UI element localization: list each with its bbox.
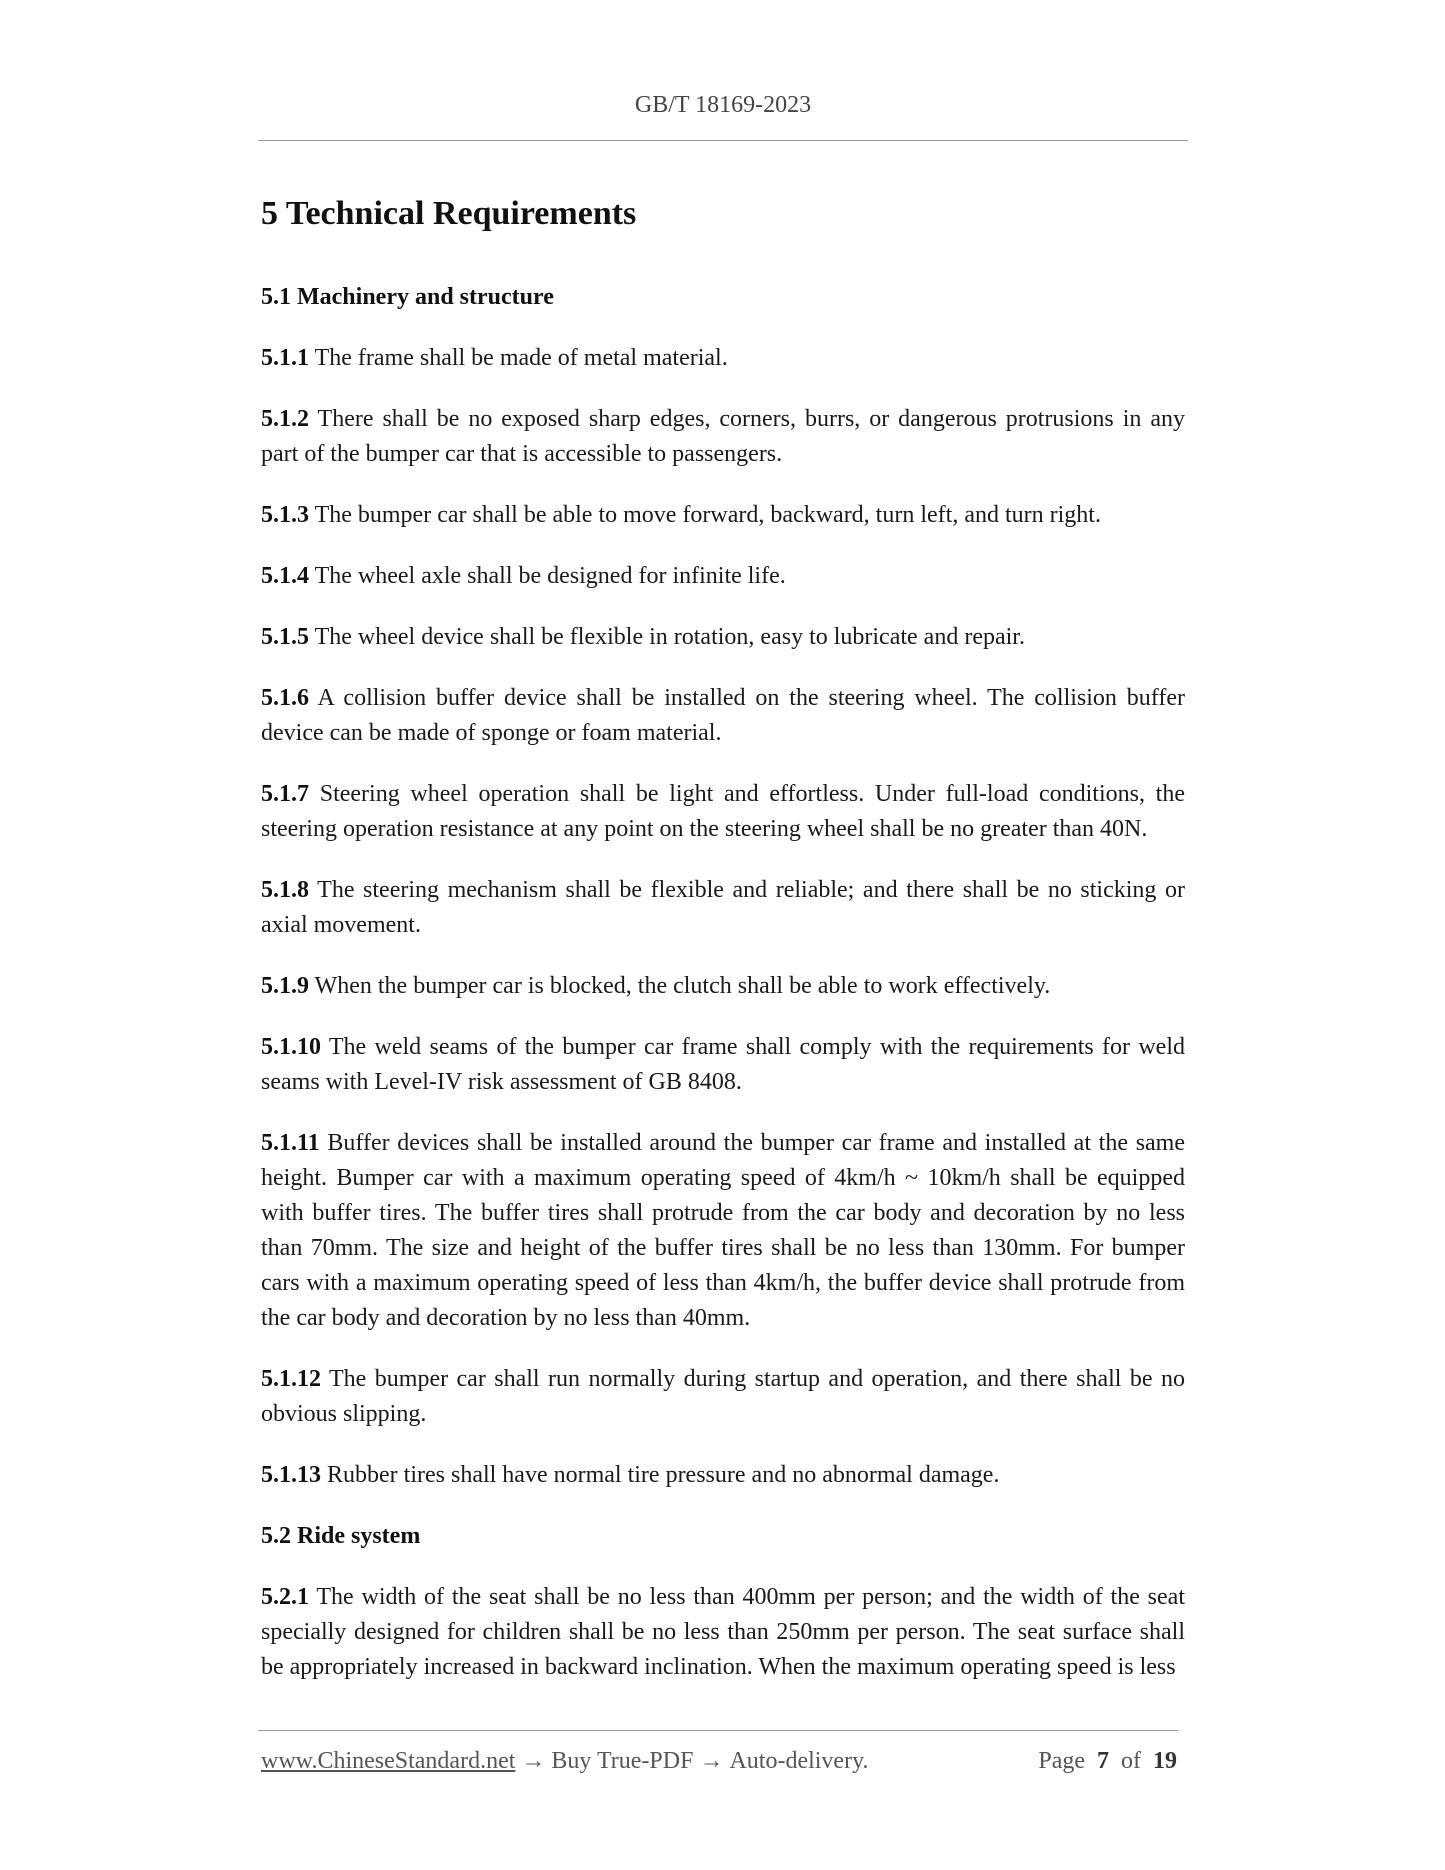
clause-number: 5.1.12 xyxy=(261,1366,321,1392)
current-page-number: 7 xyxy=(1097,1748,1109,1774)
clause-number: 5.1.7 xyxy=(261,781,309,807)
clause-paragraph xyxy=(261,620,1185,655)
clause-number: 5.1.9 xyxy=(261,973,309,999)
clause-number: 5.1.6 xyxy=(261,685,309,711)
clause-paragraph xyxy=(261,1362,1185,1432)
clause-paragraph xyxy=(261,681,1185,751)
clause-text: The bumper car shall run normally during startup and operation, and there shall be no obvious slipping. xyxy=(261,1366,1185,1427)
arrow-right-icon: → xyxy=(521,1748,546,1774)
clause-text: Buffer devices shall be installed around the bumper car frame and installed at the same height. Bumper car with a maximum operating speed of 4km/h ~ 10km/h shall be equipped with buffer tires. The buffer tires shall protrude from the car body and decoration by no less than 70mm. The size and height of the buffer tires shall be no less than 130mm. For bumper cars with a maximum operating speed of less than 4km/h, the buffer device shall protrude from the car body and decoration by no less than 40mm. xyxy=(261,1130,1186,1331)
clause-paragraph xyxy=(261,777,1185,847)
total-page-count: 19 xyxy=(1153,1748,1177,1774)
clause-text: The steering mechanism shall be flexible and reliable; and there shall be no sticking or axial movement. xyxy=(261,877,1185,938)
site-link[interactable]: www.ChineseStandard.net xyxy=(261,1748,516,1774)
auto-delivery-text: Auto-delivery. xyxy=(729,1748,869,1774)
clause-paragraph xyxy=(261,559,1185,594)
clause-paragraph xyxy=(261,1030,1185,1100)
subsection-heading: 5.2 Ride system xyxy=(261,1523,421,1549)
clause-number: 5.1.3 xyxy=(261,502,309,528)
clause-paragraph xyxy=(261,969,1185,1004)
page-footer xyxy=(261,1748,1177,1788)
clause-text: The bumper car shall be able to move forward, backward, turn left, and turn right. xyxy=(314,502,1101,528)
page-content xyxy=(261,190,1185,1685)
clause-text: Steering wheel operation shall be light and effortless. Under full-load conditions, the steering operation resistance at any point on the steering wheel shall be no greater than 40N. xyxy=(261,781,1186,842)
footer-promo xyxy=(261,1748,869,1775)
document-id-header: GB/T 18169-2023 xyxy=(634,92,812,118)
arrow-right-icon: → xyxy=(699,1748,724,1774)
clause-text: When the bumper car is blocked, the clutch shall be able to work effectively. xyxy=(314,973,1051,999)
clause-text: The wheel axle shall be designed for infinite life. xyxy=(314,563,786,589)
clause-text: The wheel device shall be flexible in rotation, easy to lubricate and repair. xyxy=(314,624,1025,650)
clause-number: 5.1.1 xyxy=(261,345,309,371)
clause-list xyxy=(261,280,1185,1685)
clause-number: 5.1.8 xyxy=(261,877,309,903)
clause-text: Rubber tires shall have normal tire pressure and no abnormal damage. xyxy=(327,1462,1000,1488)
clause-paragraph xyxy=(261,341,1185,376)
buy-true-pdf-link[interactable]: Buy True-PDF xyxy=(551,1748,694,1774)
clause-paragraph xyxy=(261,402,1185,472)
section-title: 5 Technical Requirements xyxy=(261,195,637,232)
clause-number: 5.2.1 xyxy=(261,1584,309,1610)
clause-number: 5.1.10 xyxy=(261,1034,321,1060)
clause-number: 5.1.2 xyxy=(261,406,309,432)
clause-paragraph xyxy=(261,1458,1185,1493)
clause-paragraph xyxy=(261,873,1185,943)
of-label: of xyxy=(1121,1748,1141,1774)
clause-number: 5.1.13 xyxy=(261,1462,321,1488)
clause-number: 5.1.11 xyxy=(261,1130,320,1156)
clause-number: 5.1.4 xyxy=(261,563,309,589)
subsection-heading: 5.1 Machinery and structure xyxy=(261,284,554,310)
clause-number: 5.1.5 xyxy=(261,624,309,650)
header-divider xyxy=(258,140,1188,141)
clause-text: There shall be no exposed sharp edges, corners, burrs, or dangerous protrusions in any part of the bumper car that is accessible to passengers. xyxy=(261,406,1185,467)
clause-paragraph xyxy=(261,1126,1185,1336)
page-label: Page xyxy=(1038,1748,1085,1774)
clause-paragraph xyxy=(261,498,1185,533)
page-number xyxy=(1038,1748,1177,1775)
clause-text: The width of the seat shall be no less than 400mm per person; and the width of the seat specially designed for children shall be no less than 250mm per person. The seat surface shall be appropriately increased in backward inclination. When the maximum operating speed is less xyxy=(261,1584,1185,1680)
clause-text: The frame shall be made of metal material. xyxy=(314,345,728,371)
clause-text: The weld seams of the bumper car frame shall comply with the requirements for weld seams with Level-IV risk assessment of GB 8408. xyxy=(261,1034,1185,1095)
clause-paragraph xyxy=(261,1580,1185,1685)
clause-text: A collision buffer device shall be installed on the steering wheel. The collision buffer device can be made of sponge or foam material. xyxy=(261,685,1185,746)
footer-divider xyxy=(258,1730,1178,1731)
